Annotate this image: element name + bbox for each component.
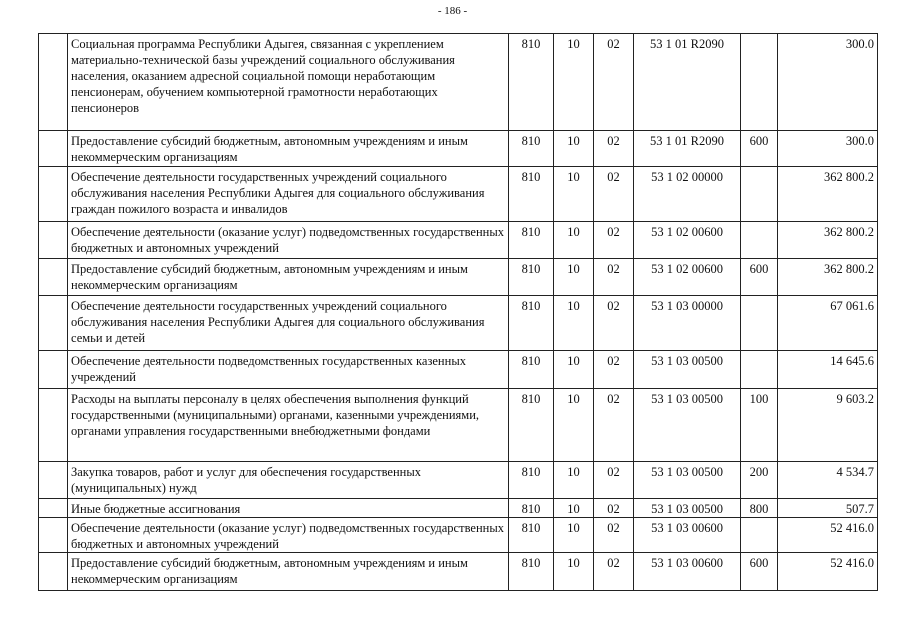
row-marker-cell	[39, 34, 68, 131]
row-article: 53 1 01 R2090	[634, 34, 741, 131]
row-code: 810	[509, 462, 554, 499]
row-sum: 300.0	[778, 34, 878, 131]
budget-table	[38, 33, 878, 591]
row-marker-cell	[39, 462, 68, 499]
row-type: 600	[741, 553, 778, 591]
table-row	[39, 351, 878, 389]
row-subsection: 02	[594, 34, 634, 131]
row-section: 10	[554, 131, 594, 167]
row-marker-cell	[39, 518, 68, 553]
row-subsection: 02	[594, 259, 634, 296]
table-row	[39, 553, 878, 591]
row-article: 53 1 01 R2090	[634, 131, 741, 167]
row-name: Предоставление субсидий бюджетным, автономным учреждениям и иным некоммерческим организациям	[68, 553, 509, 591]
row-section: 10	[554, 296, 594, 351]
row-section: 10	[554, 222, 594, 259]
table-row	[39, 389, 878, 462]
row-article: 53 1 03 00500	[634, 499, 741, 518]
row-article: 53 1 02 00600	[634, 222, 741, 259]
row-marker-cell	[39, 389, 68, 462]
row-name: Обеспечение деятельности подведомственных государственных казенных учреждений	[68, 351, 509, 389]
row-code: 810	[509, 518, 554, 553]
row-name: Предоставление субсидий бюджетным, автономным учреждениям и иным некоммерческим организациям	[68, 259, 509, 296]
row-subsection: 02	[594, 131, 634, 167]
row-sum: 67 061.6	[778, 296, 878, 351]
row-section: 10	[554, 167, 594, 222]
row-name: Обеспечение деятельности государственных учреждений социального обслуживания населения Республики Адыгея для социального обслуживания семьи и детей	[68, 296, 509, 351]
row-type: 600	[741, 131, 778, 167]
row-type	[741, 351, 778, 389]
row-sum: 14 645.6	[778, 351, 878, 389]
row-subsection: 02	[594, 222, 634, 259]
row-sum: 9 603.2	[778, 389, 878, 462]
row-name: Иные бюджетные ассигнования	[68, 499, 509, 518]
row-section: 10	[554, 518, 594, 553]
row-marker-cell	[39, 131, 68, 167]
table-row	[39, 499, 878, 518]
row-section: 10	[554, 351, 594, 389]
row-type	[741, 296, 778, 351]
row-type	[741, 222, 778, 259]
row-section: 10	[554, 34, 594, 131]
row-article: 53 1 03 00500	[634, 389, 741, 462]
row-article: 53 1 03 00500	[634, 351, 741, 389]
row-type	[741, 167, 778, 222]
row-code: 810	[509, 296, 554, 351]
row-subsection: 02	[594, 296, 634, 351]
table-row	[39, 518, 878, 553]
row-name: Расходы на выплаты персоналу в целях обеспечения выполнения функций государственными (муниципальными) органами, казенными учреждениями, органами управления государственными внебюджетными фондами	[68, 389, 509, 462]
row-name: Закупка товаров, работ и услуг для обеспечения государственных (муниципальных) нужд	[68, 462, 509, 499]
row-sum: 4 534.7	[778, 462, 878, 499]
row-marker-cell	[39, 553, 68, 591]
row-type	[741, 518, 778, 553]
row-marker-cell	[39, 351, 68, 389]
row-code: 810	[509, 222, 554, 259]
page-number: - 186 -	[437, 5, 468, 17]
row-code: 810	[509, 259, 554, 296]
row-article: 53 1 03 00600	[634, 553, 741, 591]
row-subsection: 02	[594, 462, 634, 499]
row-name: Предоставление субсидий бюджетным, автономным учреждениям и иным некоммерческим организациям	[68, 131, 509, 167]
row-code: 810	[509, 553, 554, 591]
row-code: 810	[509, 351, 554, 389]
row-type: 800	[741, 499, 778, 518]
row-type: 100	[741, 389, 778, 462]
row-type: 200	[741, 462, 778, 499]
row-sum: 362 800.2	[778, 259, 878, 296]
row-marker-cell	[39, 167, 68, 222]
table-row	[39, 462, 878, 499]
row-code: 810	[509, 167, 554, 222]
row-article: 53 1 03 00600	[634, 518, 741, 553]
row-sum: 52 416.0	[778, 518, 878, 553]
row-sum: 507.7	[778, 499, 878, 518]
row-code: 810	[509, 389, 554, 462]
row-section: 10	[554, 499, 594, 518]
row-sum: 362 800.2	[778, 222, 878, 259]
row-marker-cell	[39, 222, 68, 259]
row-section: 10	[554, 553, 594, 591]
row-section: 10	[554, 462, 594, 499]
row-section: 10	[554, 259, 594, 296]
row-article: 53 1 03 00500	[634, 462, 741, 499]
row-code: 810	[509, 499, 554, 518]
row-code: 810	[509, 34, 554, 131]
table-row	[39, 222, 878, 259]
row-article: 53 1 03 00000	[634, 296, 741, 351]
row-type	[741, 34, 778, 131]
row-name: Обеспечение деятельности (оказание услуг) подведомственных государственных бюджетных и автономных учреждений	[68, 518, 509, 553]
table-row	[39, 131, 878, 167]
row-subsection: 02	[594, 499, 634, 518]
table-row	[39, 259, 878, 296]
row-article: 53 1 02 00600	[634, 259, 741, 296]
row-marker-cell	[39, 259, 68, 296]
table-row	[39, 34, 878, 131]
row-sum: 300.0	[778, 131, 878, 167]
row-sum: 362 800.2	[778, 167, 878, 222]
row-subsection: 02	[594, 518, 634, 553]
row-marker-cell	[39, 499, 68, 518]
row-article: 53 1 02 00000	[634, 167, 741, 222]
row-marker-cell	[39, 296, 68, 351]
table-row	[39, 167, 878, 222]
row-name: Обеспечение деятельности (оказание услуг) подведомственных государственных бюджетных и автономных учреждений	[68, 222, 509, 259]
row-name: Обеспечение деятельности государственных учреждений социального обслуживания населения Республики Адыгея для социального обслуживания граждан пожилого возраста и инвалидов	[68, 167, 509, 222]
row-name: Социальная программа Республики Адыгея, связанная с укреплением материально-технической базы учреждений социального обслуживания населения, оказанием адресной социальной помощи неработающим пенсионерам, обучением компьютерной грамотности неработающих пенсионеров	[68, 34, 509, 131]
row-subsection: 02	[594, 389, 634, 462]
table-row	[39, 296, 878, 351]
row-subsection: 02	[594, 167, 634, 222]
row-type: 600	[741, 259, 778, 296]
row-code: 810	[509, 131, 554, 167]
row-sum: 52 416.0	[778, 553, 878, 591]
row-subsection: 02	[594, 553, 634, 591]
row-section: 10	[554, 389, 594, 462]
row-subsection: 02	[594, 351, 634, 389]
